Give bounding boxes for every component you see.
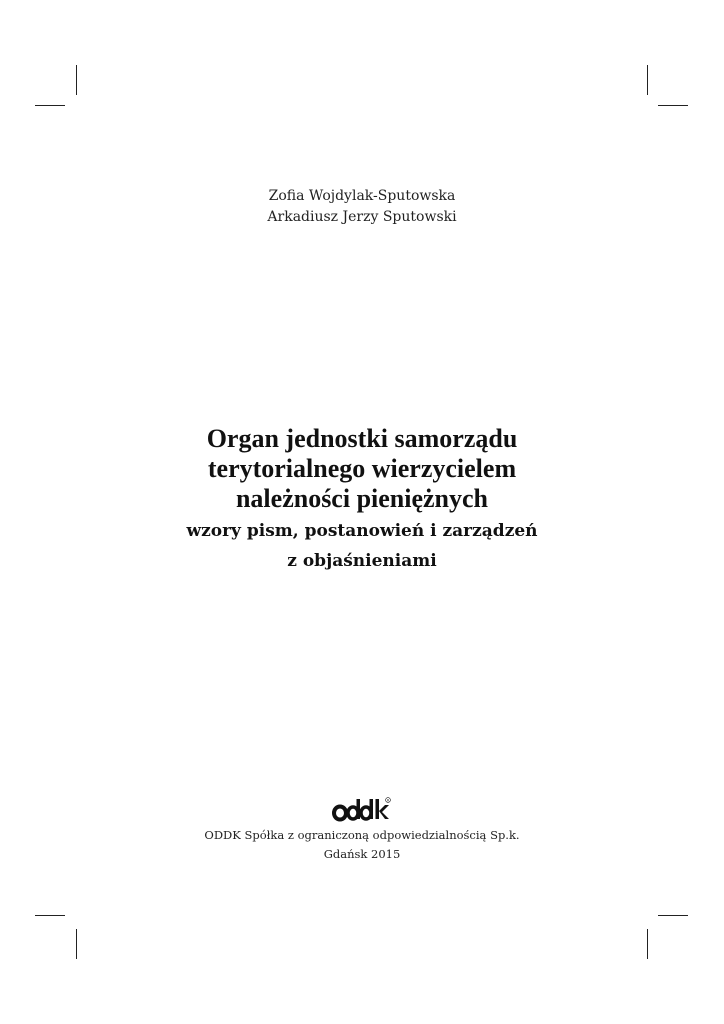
oddk-logo (332, 796, 392, 822)
title-line: terytorialnego wierzycielem (207, 454, 517, 483)
crop-mark-bottom-right-vertical (647, 929, 648, 959)
crop-mark-bottom-left-horizontal (35, 915, 65, 916)
crop-mark-bottom-left-vertical (76, 929, 77, 959)
crop-mark-bottom-right-horizontal (658, 915, 688, 916)
author-name: Zofia Wojdylak-Sputowska (268, 188, 456, 204)
title-block (0, 424, 724, 576)
crop-mark-top-right-vertical (647, 65, 648, 95)
subtitle-line: wzory pism, postanowień i zarządzeń (186, 521, 538, 541)
subtitle-line: z objaśnieniami (287, 551, 437, 571)
book-title (0, 424, 724, 514)
crop-mark-top-left-horizontal (35, 105, 65, 106)
author-name: Arkadiusz Jerzy Sputowski (267, 209, 457, 225)
title-line: należności pieniężnych (235, 484, 489, 513)
authors-block (0, 186, 724, 228)
publisher-name: ODDK Spółka z ograniczoną odpowiedzialnością Sp.k. (204, 828, 520, 842)
publisher-block (0, 826, 724, 864)
svg-text:R: R (386, 798, 390, 803)
publication-place-year: Gdańsk 2015 (323, 847, 401, 861)
book-subtitle (0, 516, 724, 576)
title-line: Organ jednostki samorządu (206, 424, 518, 453)
crop-mark-top-right-horizontal (658, 105, 688, 106)
crop-mark-top-left-vertical (76, 65, 77, 95)
